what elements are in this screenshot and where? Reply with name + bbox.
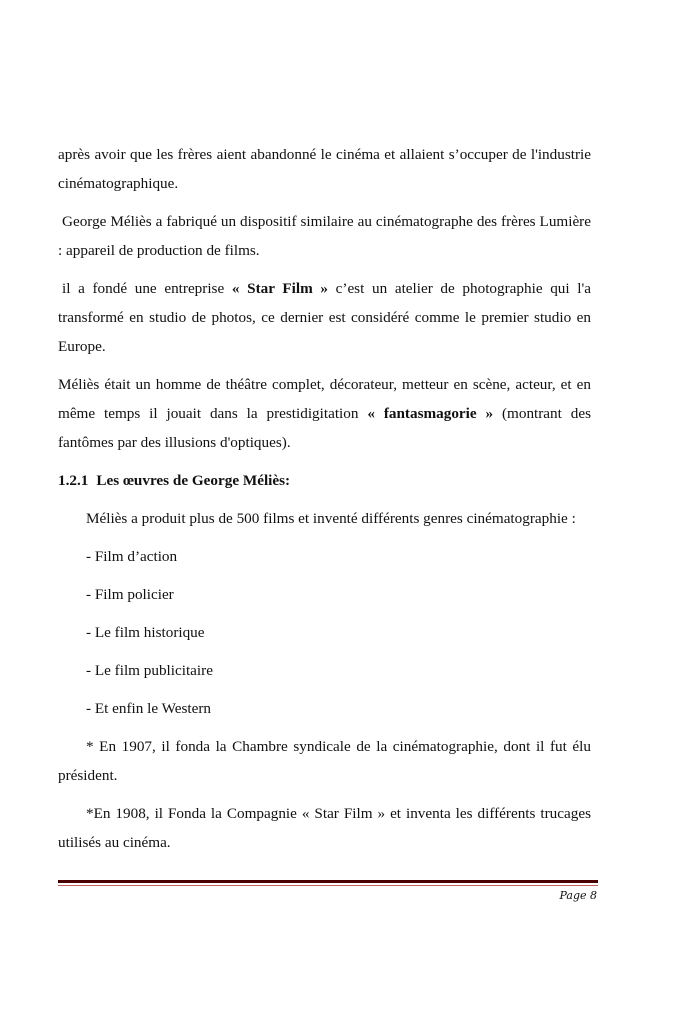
page-number: Page 8: [559, 889, 597, 902]
fact-1907: * En 1907, il fonda la Chambre syndicale de la cinématographie, dont il fut élu président.: [58, 738, 591, 784]
footer-rule-thin: [58, 885, 598, 886]
paragraph-star-film-text-2: c’est un atelier de photographie qui l'a transformé en studio de photos, ce dernier est considéré comme le premier studio en Europe.: [58, 280, 591, 355]
fantasmagorie-term: « fantasmagorie »: [367, 405, 494, 422]
section-title: Les œuvres de George Méliès:: [96, 472, 291, 489]
paragraph-theatre: [58, 370, 591, 457]
paragraph-dispositif: George Méliès a fabriqué un dispositif similaire au cinématographe des frères Lumière : appareil de production de films.: [58, 213, 591, 259]
paragraph-continuation: après avoir que les frères aient abandonné le cinéma et allaient s’occuper de l'industrie cinématographique.: [58, 146, 591, 192]
list-item: - Et enfin le Western: [86, 700, 212, 717]
paragraph-theatre-text-1: Méliès était un homme de théâtre complet, décorateur, metteur en scène, acteur, et en même temps il jouait dans la prestidigitation: [58, 376, 591, 422]
footer-rule: [58, 880, 598, 883]
section-heading: [58, 466, 591, 495]
list-item: - Film policier: [86, 586, 174, 603]
list-item: - Le film historique: [86, 624, 205, 641]
list-item: - Film d’action: [86, 548, 178, 565]
body-text: [58, 140, 591, 866]
genres-intro: Méliès a produit plus de 500 films et inventé différents genres cinématographie :: [86, 510, 576, 527]
star-film-term: « Star Film »: [231, 280, 328, 297]
paragraph-theatre-text-2: (montrant des fantômes par des illusions d'optiques).: [58, 405, 591, 451]
section-number: 1.2.1: [58, 472, 89, 489]
paragraph-star-film-text-1: il a fondé une entreprise: [62, 280, 232, 297]
fact-1908: *En 1908, il Fonda la Compagnie « Star Film » et inventa les différents trucages utilisés au cinéma.: [58, 805, 591, 851]
paragraph-star-film: [58, 274, 591, 361]
list-item: - Le film publicitaire: [86, 662, 213, 679]
